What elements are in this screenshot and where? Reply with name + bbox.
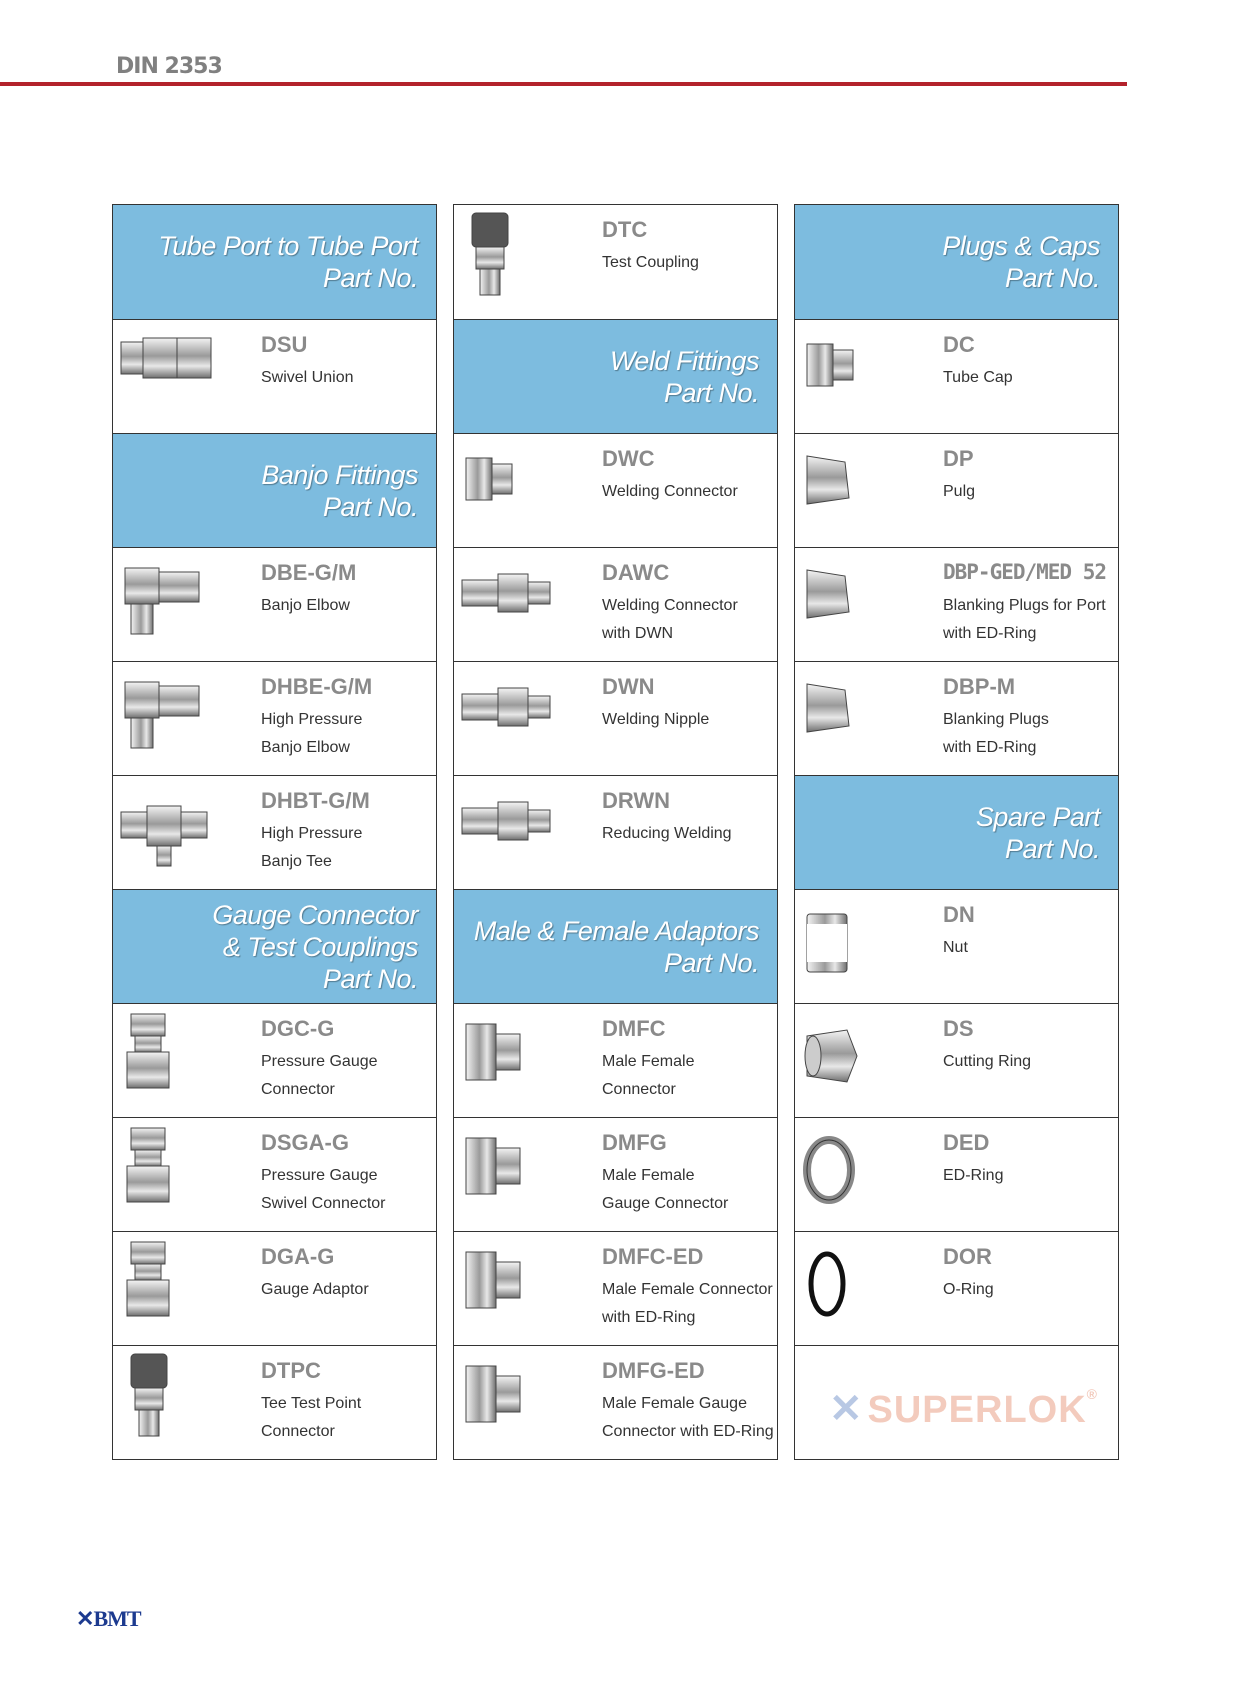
- part-description-line: Connector: [261, 1081, 335, 1098]
- part-item: [454, 1003, 777, 1117]
- part-description: [602, 1276, 777, 1332]
- part-item: [454, 547, 777, 661]
- part-code: DS: [943, 1016, 974, 1041]
- part-item: [113, 1231, 436, 1345]
- part-description-line: Male Female Gauge: [602, 1395, 747, 1412]
- section-header: [795, 205, 1118, 319]
- ed-ring-icon: [799, 1124, 895, 1220]
- part-description-line: Welding Nipple: [602, 711, 710, 728]
- part-description-line: Male Female: [602, 1053, 695, 1070]
- part-item: [454, 1345, 777, 1459]
- tee-test-point-icon: [117, 1352, 213, 1448]
- part-description: [261, 1162, 436, 1218]
- part-description: [602, 706, 777, 734]
- part-code: DSU: [261, 332, 308, 357]
- blanking-plug-port-icon: [799, 554, 895, 650]
- part-description: [602, 592, 777, 648]
- hp-banjo-tee-icon: [117, 782, 213, 878]
- part-item: [454, 205, 777, 319]
- part-description-line: Connector with ED-Ring: [602, 1423, 774, 1440]
- part-code: DRWN: [602, 788, 671, 813]
- part-description-line: Connector: [261, 1423, 335, 1440]
- male-female-connector-icon: [458, 1010, 554, 1106]
- part-description-line: Banjo Tee: [261, 853, 332, 870]
- part-code: DTC: [602, 217, 648, 242]
- superlok-logo-cell: [795, 1345, 1118, 1459]
- part-description: [943, 706, 1118, 762]
- part-description-line: Nut: [943, 939, 968, 956]
- part-item: [113, 319, 436, 433]
- male-female-connector-ed-icon: [458, 1238, 554, 1334]
- part-description: [943, 592, 1118, 648]
- part-description-line: Test Coupling: [602, 254, 699, 271]
- part-code: DN: [943, 902, 975, 927]
- part-description: [602, 1390, 777, 1446]
- section-header-line: Part No.: [1004, 263, 1100, 293]
- column-left: [112, 204, 437, 1460]
- section-header-line: Part No.: [322, 963, 418, 994]
- section-header-line: Plugs & Caps: [942, 231, 1100, 261]
- gauge-adaptor-icon: [117, 1238, 213, 1334]
- part-description-line: with ED-Ring: [943, 625, 1037, 642]
- bmt-logo: ✕BMT: [76, 1606, 141, 1631]
- part-description-line: Reducing Welding: [602, 825, 732, 842]
- part-description-line: High Pressure: [261, 825, 363, 842]
- male-female-gauge-ed-icon: [458, 1352, 554, 1448]
- part-description-line: Pulg: [943, 483, 976, 500]
- part-description-line: Cutting Ring: [943, 1053, 1032, 1070]
- section-header-line: Part No.: [322, 263, 418, 293]
- o-ring-icon: [799, 1238, 895, 1334]
- part-code: DP: [943, 446, 974, 471]
- tube-cap-icon: [799, 326, 895, 422]
- male-female-gauge-icon: [458, 1124, 554, 1220]
- part-item: [454, 661, 777, 775]
- hp-banjo-elbow-icon: [117, 668, 213, 764]
- section-header: [795, 775, 1118, 889]
- part-description-line: Welding Connector: [602, 483, 738, 500]
- section-header-line: Gauge Connector: [212, 899, 418, 930]
- part-description-line: Male Female: [602, 1167, 695, 1184]
- part-description: [261, 820, 436, 876]
- part-description: [943, 1162, 1118, 1190]
- part-item: [795, 1231, 1118, 1345]
- section-header: [454, 319, 777, 433]
- blanking-plug-icon: [799, 668, 895, 764]
- section-header: [113, 205, 436, 319]
- section-header: [113, 433, 436, 547]
- welding-connector-dwn-icon: [458, 554, 554, 650]
- cutting-ring-icon: [799, 1010, 895, 1106]
- part-description: [261, 1276, 436, 1304]
- banjo-elbow-icon: [117, 554, 213, 650]
- page-title: DIN 2353: [116, 54, 222, 79]
- gauge-swivel-connector-icon: [117, 1124, 213, 1220]
- part-item: [113, 1003, 436, 1117]
- part-description-line: Tee Test Point: [261, 1395, 362, 1412]
- part-code: DC: [943, 332, 975, 357]
- part-description-line: with DWN: [602, 625, 674, 642]
- part-item: [113, 1345, 436, 1459]
- part-description: [261, 1048, 436, 1104]
- part-code: DGC-G: [261, 1016, 335, 1041]
- plug-icon: [799, 440, 895, 536]
- part-item: [795, 889, 1118, 1003]
- part-item: [795, 319, 1118, 433]
- part-description-line: Banjo Elbow: [261, 597, 350, 614]
- part-description-line: Gauge Connector: [602, 1195, 729, 1212]
- part-description: [602, 1162, 777, 1218]
- part-description: [943, 1048, 1118, 1076]
- gauge-connector-icon: [117, 1010, 213, 1106]
- header-divider: [0, 82, 1127, 86]
- part-description-line: Connector: [602, 1081, 676, 1098]
- section-header-line: Part No.: [663, 377, 759, 408]
- welding-connector-icon: [458, 440, 554, 536]
- part-description-line: High Pressure: [261, 711, 363, 728]
- superlok-logo: [829, 1386, 1098, 1432]
- section-header-line: Banjo Fittings: [261, 459, 418, 490]
- part-code: DHBE-G/M: [261, 674, 373, 699]
- part-item: [454, 433, 777, 547]
- part-description: [261, 364, 436, 392]
- part-description: [602, 820, 777, 848]
- part-item: [795, 661, 1118, 775]
- part-item: [113, 661, 436, 775]
- test-coupling-icon: [458, 211, 554, 307]
- column-right: [794, 204, 1119, 1460]
- section-header-line: Weld Fittings: [609, 345, 759, 376]
- welding-nipple-icon: [458, 668, 554, 764]
- part-item: [113, 775, 436, 889]
- part-code: DBE-G/M: [261, 560, 357, 585]
- part-code: DOR: [943, 1244, 992, 1269]
- part-item: [795, 547, 1118, 661]
- part-code: DSGA-G: [261, 1130, 349, 1155]
- part-description-line: Swivel Union: [261, 369, 354, 386]
- part-description-line: Pressure Gauge: [261, 1053, 378, 1070]
- part-description-line: Banjo Elbow: [261, 739, 350, 756]
- part-description-line: Male Female Connector: [602, 1281, 773, 1298]
- swivel-union-icon: [117, 326, 213, 422]
- part-description-line: Pressure Gauge: [261, 1167, 378, 1184]
- registered-mark: ®: [1086, 1386, 1098, 1402]
- part-item: [113, 547, 436, 661]
- part-description-line: Welding Connector: [602, 597, 738, 614]
- section-header-line: Tube Port to Tube Port: [158, 231, 418, 261]
- part-code: DGA-G: [261, 1244, 335, 1269]
- section-header-line: Part No.: [663, 947, 759, 978]
- part-description: [602, 478, 777, 506]
- part-description-line: Gauge Adaptor: [261, 1281, 369, 1298]
- part-code: DTPC: [261, 1358, 321, 1383]
- part-description: [943, 478, 1118, 506]
- reducing-welding-icon: [458, 782, 554, 878]
- part-description-line: with ED-Ring: [943, 739, 1037, 756]
- superlok-text: SUPERLOK: [867, 1389, 1087, 1431]
- section-header: [454, 889, 777, 1003]
- section-header-line: Part No.: [1004, 833, 1100, 864]
- part-code: DHBT-G/M: [261, 788, 370, 813]
- part-description: [943, 934, 1118, 962]
- part-code: DAWC: [602, 560, 670, 585]
- part-item: [795, 1003, 1118, 1117]
- part-item: [113, 1117, 436, 1231]
- section-header-line: & Test Couplings: [222, 931, 418, 962]
- part-description-line: Blanking Plugs for Port: [943, 597, 1106, 614]
- part-code: DMFG-ED: [602, 1358, 705, 1383]
- section-header: [113, 889, 436, 1003]
- part-description: [602, 249, 777, 277]
- part-description-line: Tube Cap: [943, 369, 1013, 386]
- part-code: DED: [943, 1130, 990, 1155]
- part-code: DMFC: [602, 1016, 666, 1041]
- part-description: [261, 1390, 436, 1446]
- part-item: [454, 1117, 777, 1231]
- superlok-mark-icon: ✕: [829, 1387, 864, 1431]
- part-description: [261, 706, 436, 762]
- part-code: DMFC-ED: [602, 1244, 704, 1269]
- part-description-line: ED-Ring: [943, 1167, 1004, 1184]
- part-code: DWN: [602, 674, 655, 699]
- section-header-line: Part No.: [322, 491, 418, 522]
- part-description-line: Swivel Connector: [261, 1195, 386, 1212]
- part-description: [943, 1276, 1118, 1304]
- part-item: [454, 775, 777, 889]
- part-description-line: with ED-Ring: [602, 1309, 696, 1326]
- part-code: DWC: [602, 446, 655, 471]
- nut-icon: [799, 896, 895, 992]
- part-code: DMFG: [602, 1130, 667, 1155]
- column-middle: [453, 204, 778, 1460]
- part-description: [261, 592, 436, 620]
- part-item: [795, 1117, 1118, 1231]
- part-description: [943, 364, 1118, 392]
- part-item: [795, 433, 1118, 547]
- part-item: [454, 1231, 777, 1345]
- part-description-line: O-Ring: [943, 1281, 994, 1298]
- part-code: DBP-M: [943, 674, 1016, 699]
- part-description-line: Blanking Plugs: [943, 711, 1049, 728]
- section-header-line: Male & Female Adaptors: [473, 915, 759, 946]
- part-description: [602, 1048, 777, 1104]
- part-code: DBP-GED/MED 52: [943, 560, 1107, 584]
- section-header-line: Spare Part: [975, 801, 1100, 832]
